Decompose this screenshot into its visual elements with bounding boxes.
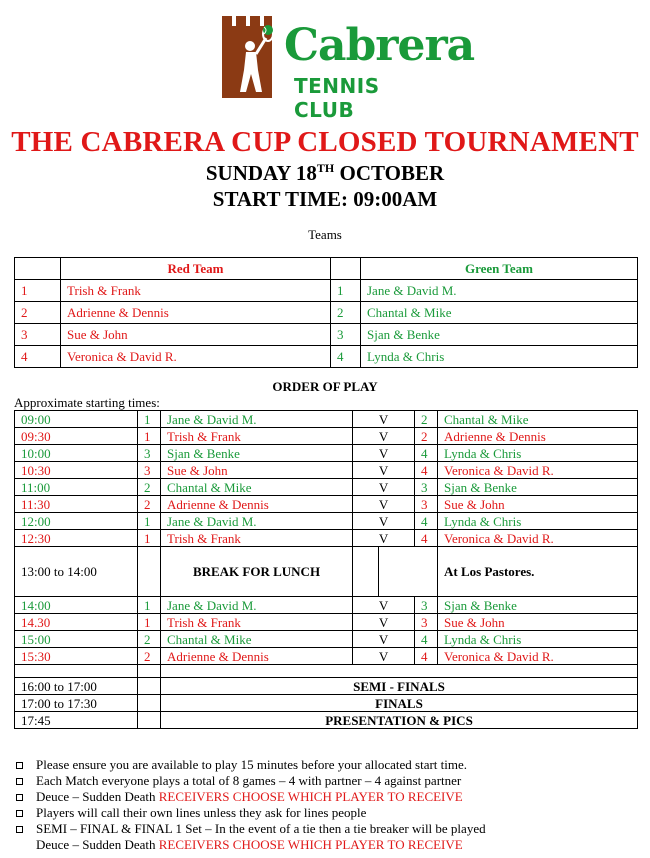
team1-pair: Adrienne & Dennis: [161, 648, 353, 665]
teams-header-blank: [15, 258, 61, 280]
match-row: [15, 479, 638, 496]
lunch-label: BREAK FOR LUNCH: [161, 547, 353, 597]
list-item: [14, 805, 644, 821]
green-team-number: 4: [331, 346, 361, 368]
match-row: [15, 614, 638, 631]
match-time: 14:00: [15, 597, 138, 614]
finals-label: SEMI - FINALS: [161, 678, 638, 695]
team2-number: 4: [415, 462, 438, 479]
team2-pair: Veronica & David R.: [438, 648, 638, 665]
event-date: [0, 161, 650, 186]
team2-pair: Adrienne & Dennis: [438, 428, 638, 445]
team2-number: 4: [415, 530, 438, 547]
match-row: [15, 631, 638, 648]
checkbox-bullet-icon: [16, 778, 23, 785]
match-time: 09:00: [15, 411, 138, 428]
red-team-number: 4: [15, 346, 61, 368]
finals-time: 16:00 to 17:00: [15, 678, 138, 695]
match-time: 15:00: [15, 631, 138, 648]
match-row: [15, 496, 638, 513]
match-row: [15, 445, 638, 462]
versus-label: V: [353, 496, 415, 513]
finals-row: [15, 712, 638, 729]
green-team-header: Green Team: [361, 258, 638, 280]
team2-number: 3: [415, 496, 438, 513]
lunch-row: [15, 547, 638, 597]
match-row: [15, 428, 638, 445]
team2-pair: Lynda & Chris: [438, 513, 638, 530]
team2-number: 2: [415, 428, 438, 445]
empty-cell: [379, 547, 438, 597]
list-item: [14, 789, 644, 805]
table-row: [15, 324, 638, 346]
approx-times-label: Approximate starting times:: [14, 395, 160, 410]
team1-number: 3: [138, 445, 161, 462]
versus-label: V: [353, 411, 415, 428]
team2-pair: Sjan & Benke: [438, 479, 638, 496]
afternoon-matches: [15, 597, 638, 665]
team1-pair: Sue & John: [161, 462, 353, 479]
team1-number: 1: [138, 614, 161, 631]
team2-number: 3: [415, 597, 438, 614]
page-title: THE CABRERA CUP CLOSED TOURNAMENT: [11, 126, 639, 158]
match-row: [15, 530, 638, 547]
note-text: Each Match everyone plays a total of 8 games – 4 with partner – 4 against partner: [36, 773, 462, 788]
team1-pair: Jane & David M.: [161, 513, 353, 530]
match-time: 11:00: [15, 479, 138, 496]
team1-pair: Chantal & Mike: [161, 479, 353, 496]
finals-row: [15, 678, 638, 695]
green-team-pair: Sjan & Benke: [361, 324, 638, 346]
team1-number: 1: [138, 411, 161, 428]
empty-cell: [161, 665, 638, 678]
team2-number: 4: [415, 648, 438, 665]
team2-pair: Lynda & Chris: [438, 631, 638, 648]
team2-number: 3: [415, 614, 438, 631]
team1-number: 1: [138, 428, 161, 445]
empty-cell: [138, 665, 161, 678]
versus-label: V: [353, 597, 415, 614]
table-row: [15, 346, 638, 368]
team1-number: 2: [138, 631, 161, 648]
red-team-number: 1: [15, 280, 61, 302]
lunch-section: [15, 547, 638, 597]
team2-pair: Lynda & Chris: [438, 445, 638, 462]
order-of-play-title: ORDER OF PLAY: [272, 379, 378, 394]
red-team-pair: Sue & John: [61, 324, 331, 346]
morning-matches: [15, 411, 638, 547]
date-sup: TH: [316, 161, 335, 175]
match-time: 10:00: [15, 445, 138, 462]
checkbox-bullet-icon: [16, 826, 23, 833]
team1-number: 2: [138, 648, 161, 665]
finals-label: FINALS: [161, 695, 638, 712]
versus-label: V: [353, 513, 415, 530]
versus-label: V: [353, 631, 415, 648]
green-team-number: 2: [331, 302, 361, 324]
empty-cell: [15, 665, 138, 678]
team1-number: 3: [138, 462, 161, 479]
red-team-number: 3: [15, 324, 61, 346]
date-suffix: OCTOBER: [334, 161, 445, 185]
note-text: Deuce – Sudden Death: [36, 789, 159, 804]
versus-label: V: [353, 428, 415, 445]
team2-pair: Sue & John: [438, 496, 638, 513]
match-time: 10:30: [15, 462, 138, 479]
finals-row: [15, 695, 638, 712]
team2-number: 4: [415, 513, 438, 530]
team2-pair: Chantal & Mike: [438, 411, 638, 428]
list-item: [14, 821, 644, 837]
list-item: [14, 757, 644, 773]
checkbox-bullet-icon: [16, 794, 23, 801]
spacer-row: [15, 665, 638, 678]
team2-number: 3: [415, 479, 438, 496]
lunch-venue: At Los Pastores.: [438, 547, 638, 597]
match-time: 14.30: [15, 614, 138, 631]
list-item-continuation: [14, 837, 644, 853]
team2-pair: Veronica & David R.: [438, 462, 638, 479]
versus-label: V: [353, 530, 415, 547]
finals-label: PRESENTATION & PICS: [161, 712, 638, 729]
date-prefix: SUNDAY 18: [205, 161, 317, 185]
empty-cell: [138, 678, 161, 695]
note-text: Players will call their own lines unless they ask for lines people: [36, 805, 367, 820]
versus-label: V: [353, 462, 415, 479]
checkbox-bullet-icon: [16, 810, 23, 817]
match-time: 11:30: [15, 496, 138, 513]
finals-section: [15, 665, 638, 729]
team2-pair: Veronica & David R.: [438, 530, 638, 547]
list-item: [14, 773, 644, 789]
match-row: [15, 648, 638, 665]
start-time: START TIME: 09:00AM: [212, 187, 438, 211]
match-row: [15, 513, 638, 530]
team2-number: 4: [415, 445, 438, 462]
team1-number: 1: [138, 513, 161, 530]
order-of-play-table: [14, 410, 638, 729]
note-highlight: RECEIVERS CHOOSE WHICH PLAYER TO RECEIVE: [158, 837, 463, 852]
table-row: [15, 280, 638, 302]
note-text: SEMI – FINAL & FINAL 1 Set – In the event of a tie then a tie breaker will be played: [36, 821, 486, 836]
team1-number: 1: [138, 530, 161, 547]
green-team-pair: Jane & David M.: [361, 280, 638, 302]
green-team-pair: Chantal & Mike: [361, 302, 638, 324]
teams-header-row: [15, 258, 638, 280]
notes-list: [14, 757, 644, 853]
versus-label: V: [353, 648, 415, 665]
match-time: 12:00: [15, 513, 138, 530]
team1-number: 2: [138, 479, 161, 496]
team1-pair: Jane & David M.: [161, 411, 353, 428]
green-team-number: 3: [331, 324, 361, 346]
note-highlight: RECEIVERS CHOOSE WHICH PLAYER TO RECEIVE: [158, 789, 463, 804]
club-logo: [222, 16, 475, 122]
finals-time: 17:00 to 17:30: [15, 695, 138, 712]
teams-table: [14, 257, 638, 368]
match-row: [15, 462, 638, 479]
empty-cell: [138, 712, 161, 729]
table-row: [15, 302, 638, 324]
logo-subtitle: TENNIS CLUB: [294, 74, 380, 122]
team2-pair: Sue & John: [438, 614, 638, 631]
finals-time: 17:45: [15, 712, 138, 729]
red-team-pair: Veronica & David R.: [61, 346, 331, 368]
note-text: Deuce – Sudden Death: [36, 837, 159, 852]
team1-pair: Jane & David M.: [161, 597, 353, 614]
team1-pair: Chantal & Mike: [161, 631, 353, 648]
red-team-number: 2: [15, 302, 61, 324]
team1-pair: Sjan & Benke: [161, 445, 353, 462]
red-team-pair: Trish & Frank: [61, 280, 331, 302]
team2-number: 4: [415, 631, 438, 648]
versus-label: V: [353, 445, 415, 462]
team1-pair: Trish & Frank: [161, 428, 353, 445]
team1-pair: Trish & Frank: [161, 530, 353, 547]
match-row: [15, 597, 638, 614]
match-time: 09:30: [15, 428, 138, 445]
red-team-header: Red Team: [61, 258, 331, 280]
empty-cell: [138, 695, 161, 712]
green-team-pair: Lynda & Chris: [361, 346, 638, 368]
note-text: Please ensure you are available to play 15 minutes before your allocated start time.: [36, 757, 468, 772]
lunch-time: 13:00 to 14:00: [15, 547, 138, 597]
empty-cell: [353, 547, 379, 597]
match-time: 12:30: [15, 530, 138, 547]
empty-cell: [138, 547, 161, 597]
team1-pair: Trish & Frank: [161, 614, 353, 631]
team2-pair: Sjan & Benke: [438, 597, 638, 614]
match-row: [15, 411, 638, 428]
green-team-number: 1: [331, 280, 361, 302]
team2-number: 2: [415, 411, 438, 428]
logo-name: Cabrera: [284, 20, 475, 71]
checkbox-bullet-icon: [16, 762, 23, 769]
team1-number: 2: [138, 496, 161, 513]
red-team-pair: Adrienne & Dennis: [61, 302, 331, 324]
match-time: 15:30: [15, 648, 138, 665]
team1-pair: Adrienne & Dennis: [161, 496, 353, 513]
team1-number: 1: [138, 597, 161, 614]
versus-label: V: [353, 479, 415, 496]
teams-header-blank: [331, 258, 361, 280]
versus-label: V: [353, 614, 415, 631]
teams-label: Teams: [308, 227, 342, 242]
